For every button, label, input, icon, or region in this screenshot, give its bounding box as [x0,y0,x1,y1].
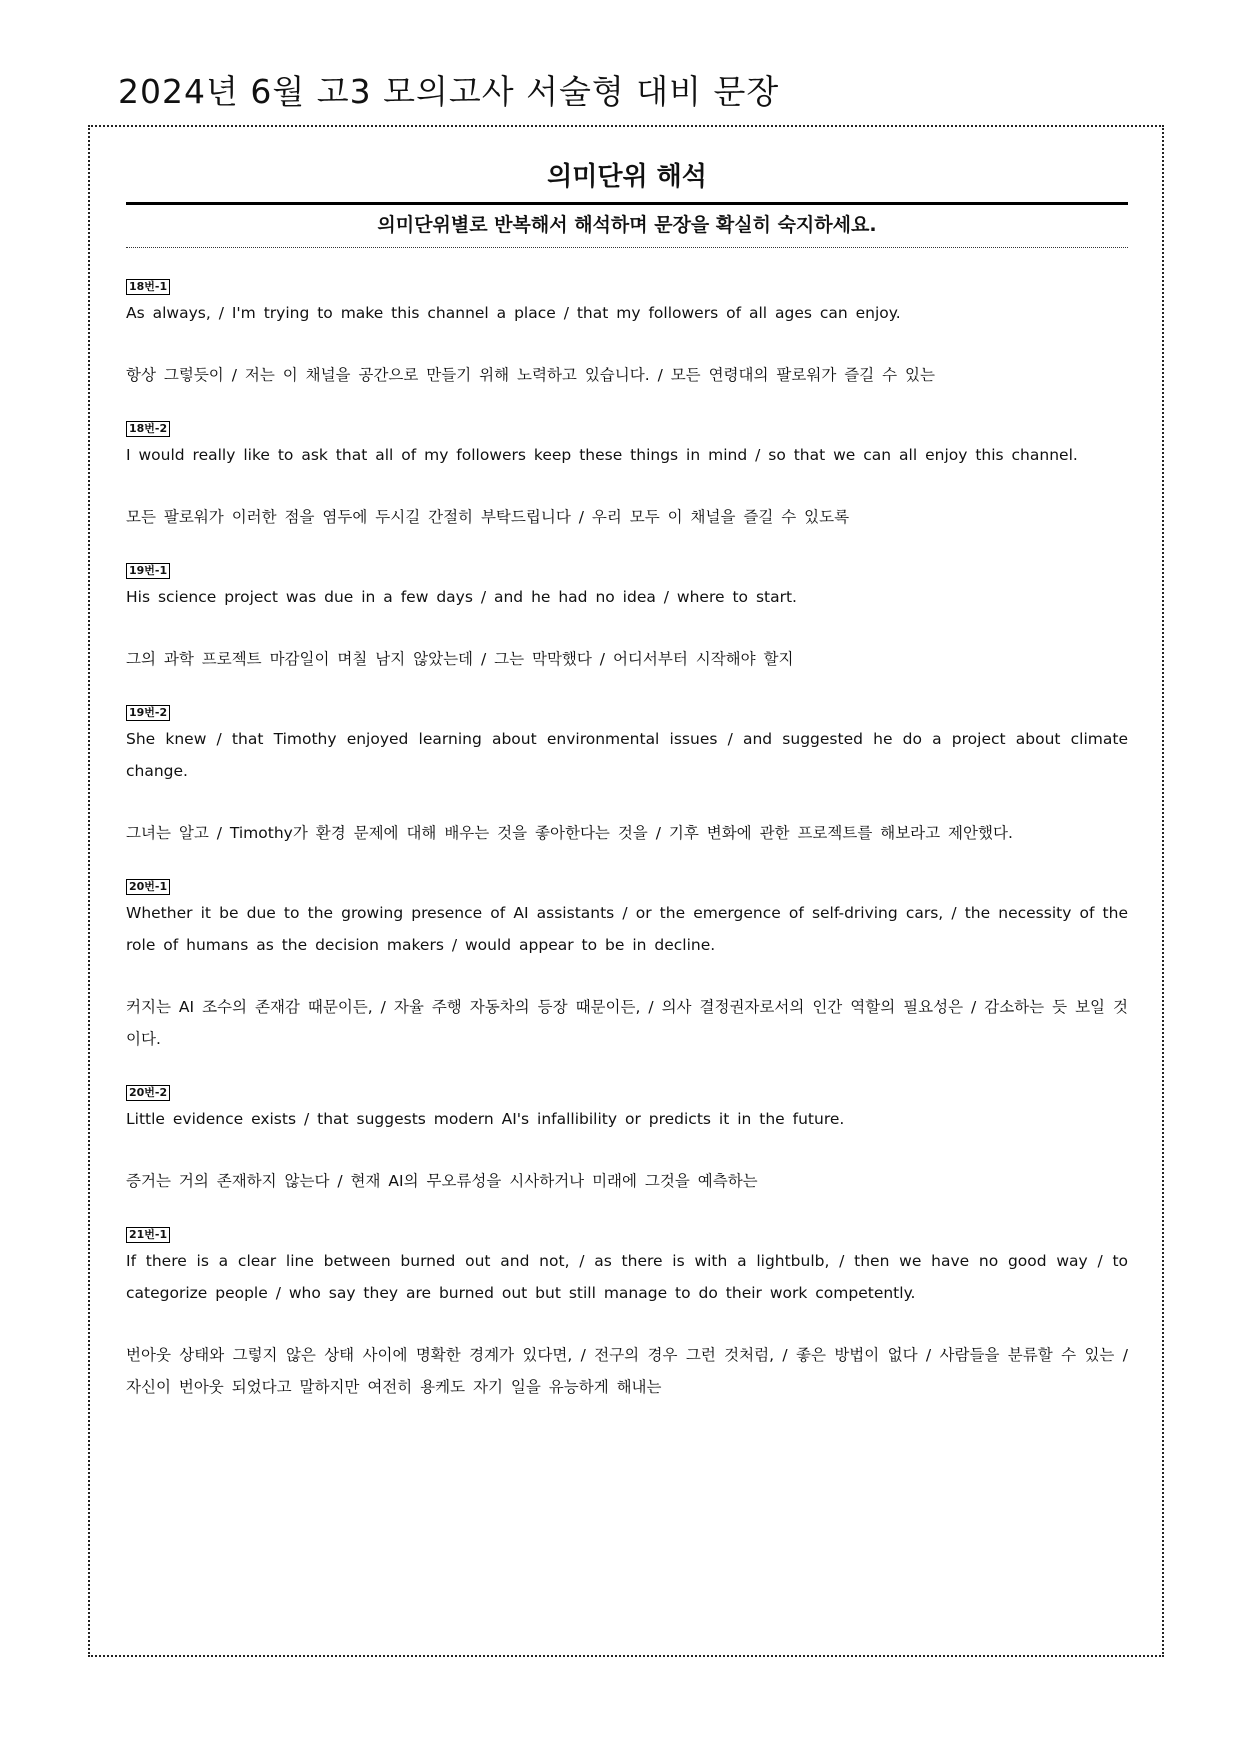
sentence-item [126,1081,1128,1223]
english-sentence: Little evidence exists / that suggests modern AI's infallibility or predicts it in the future. [126,1110,845,1128]
english-sentence: As always, / I'm trying to make this channel a place / that my followers of all ages can enjoy. [126,304,901,322]
sentence-item [126,559,1128,701]
thick-divider [126,202,1128,205]
section-subtitle: 의미단위별로 반복해서 해석하며 문장을 확실히 숙지하세요. [377,214,877,236]
korean-translation: 번아웃 상태와 그렇지 않은 상태 사이에 명확한 경계가 있다면, / 전구의 경우 그런 것처럼, / 좋은 방법이 없다 / 사람들을 분류할 수 있는 / 자신이 번아웃 되었다고 말하지만 여전히 용케도 자기 일을 유능하게 해내는 [126,1346,1128,1396]
dotted-divider [126,247,1128,248]
content-frame [88,125,1164,1657]
sentence-item [126,701,1128,875]
korean-translation: 항상 그렇듯이 / 저는 이 채널을 공간으로 만들기 위해 노력하고 있습니다. / 모든 연령대의 팔로워가 즐길 수 있는 [126,366,935,384]
item-number-tag: 19번-1 [126,563,170,579]
document-title: 2024년 6월 고3 모의고사 서술형 대비 문장 [118,72,780,111]
english-sentence: I would really like to ask that all of my followers keep these things in mind / so that we can all enjoy this channel. [126,446,1078,464]
item-number-tag: 19번-2 [126,705,170,721]
frame-content [126,127,1128,1403]
english-sentence: Whether it be due to the growing presence of AI assistants / or the emergence of self-driving cars, / the necessity of the role of humans as the decision makers / would appear to be in decline. [126,904,1128,954]
sentence-list [126,275,1128,1403]
item-number-tag: 21번-1 [126,1227,170,1243]
sentence-item [126,275,1128,417]
item-number-tag: 20번-1 [126,879,170,895]
english-sentence: His science project was due in a few days / and he had no idea / where to start. [126,588,797,606]
korean-translation: 증거는 거의 존재하지 않는다 / 현재 AI의 무오류성을 시사하거나 미래에 그것을 예측하는 [126,1172,758,1190]
korean-translation: 그의 과학 프로젝트 마감일이 며칠 남지 않았는데 / 그는 막막했다 / 어디서부터 시작해야 할지 [126,650,794,668]
korean-translation: 모든 팔로워가 이러한 점을 염두에 두시길 간절히 부탁드립니다 / 우리 모두 이 채널을 즐길 수 있도록 [126,508,850,526]
sentence-item [126,417,1128,559]
item-number-tag: 18번-1 [126,279,170,295]
english-sentence: She knew / that Timothy enjoyed learning about environmental issues / and suggested he do a project about climate change. [126,730,1128,780]
korean-translation: 커지는 AI 조수의 존재감 때문이든, / 자율 주행 자동차의 등장 때문이든, / 의사 결정권자로서의 인간 역할의 필요성은 / 감소하는 듯 보일 것이다. [126,998,1128,1048]
item-number-tag: 20번-2 [126,1085,170,1101]
section-title: 의미단위 해석 [547,162,707,192]
sentence-item [126,875,1128,1081]
korean-translation: 그녀는 알고 / Timothy가 환경 문제에 대해 배우는 것을 좋아한다는 것을 / 기후 변화에 관한 프로젝트를 해보라고 제안했다. [126,824,1013,842]
item-number-tag: 18번-2 [126,421,170,437]
sentence-item [126,1223,1128,1403]
english-sentence: If there is a clear line between burned out and not, / as there is with a lightbulb, / then we have no good way / to categorize people / who say they are burned out but still manage to do their work competently. [126,1252,1128,1302]
